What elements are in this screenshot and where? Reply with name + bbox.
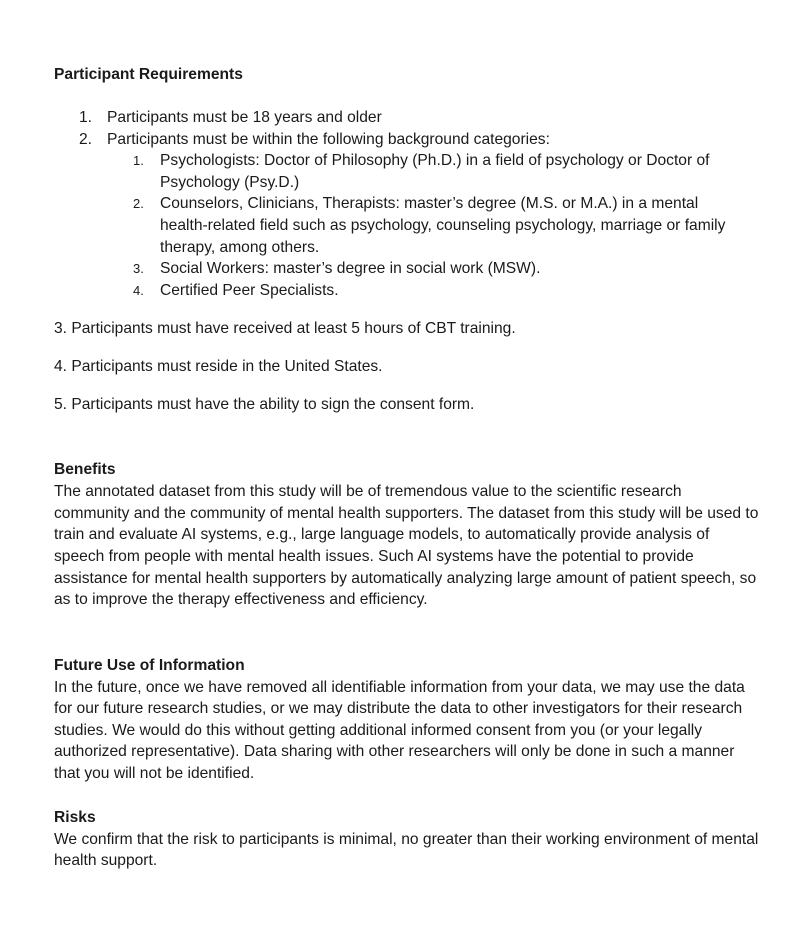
background-categories-list (107, 150, 760, 301)
category-item (107, 150, 730, 193)
category-number: 3. (133, 261, 144, 277)
participant-requirements-heading: Participant Requirements (54, 66, 243, 83)
document-page (54, 64, 760, 872)
requirement-item (54, 129, 760, 302)
category-text: Counselors, Clinicians, Therapists: master’s degree (M.S. or M.A.) in a mental health-related field such as psychology, counseling psychology, marriage or family therapy, among others. (160, 195, 726, 256)
requirement-text: Participants must be within the following background categories: (107, 130, 550, 148)
requirement-consent: 5. Participants must have the ability to sign the consent form. (54, 395, 475, 413)
category-number: 2. (133, 196, 144, 212)
future-use-heading: Future Use of Information (54, 656, 245, 674)
category-item (107, 193, 730, 258)
risks-heading: Risks (54, 808, 96, 826)
requirement-cbt-training: 3. Participants must have received at least 5 hours of CBT training. (54, 320, 516, 338)
category-text: Psychologists: Doctor of Philosophy (Ph.D.) in a field of psychology or Doctor of Psychology (Psy.D.) (160, 152, 710, 191)
category-item (107, 280, 730, 302)
requirement-number: 2. (79, 130, 93, 148)
benefits-heading: Benefits (54, 461, 116, 479)
risks-text: We confirm that the risk to participants is minimal, no greater than their working environment of mental health support. (54, 830, 759, 870)
requirement-residence: 4. Participants must reside in the United States. (54, 357, 383, 375)
future-use-text: In the future, once we have removed all identifiable information from your data, we may use the data for our future research studies, or we may distribute the data to other investigators for their research studies. We would do this without getting additional informed consent from you (or your legally authorized representative). Data sharing with other researchers will only be done in such a manner that you will not be identified. (54, 678, 745, 783)
requirement-text: Participants must be 18 years and older (107, 109, 382, 126)
requirement-number: 1. (79, 109, 93, 126)
category-number: 1. (133, 153, 144, 169)
benefits-text: The annotated dataset from this study will be of tremendous value to the scientific research community and the community of mental health supporters. The dataset from this study will be used to train and evaluate AI systems, e.g., large language models, to automatically provide analysis of speech from people with mental health issues. Such AI systems have the potential to provide assistance for mental health supporters by automatically analyzing large amount of patient speech, so as to improve the therapy effectiveness and efficiency. (54, 483, 759, 609)
future-use-section (54, 655, 760, 785)
category-number: 4. (133, 282, 144, 298)
category-text: Social Workers: master’s degree in social work (MSW). (160, 260, 541, 278)
requirement-item (54, 107, 760, 129)
requirements-list (54, 107, 760, 301)
risks-section (54, 807, 760, 872)
category-text: Certified Peer Specialists. (160, 281, 339, 299)
category-item (107, 258, 730, 280)
participant-requirements-section (54, 64, 760, 415)
benefits-section (54, 459, 760, 611)
